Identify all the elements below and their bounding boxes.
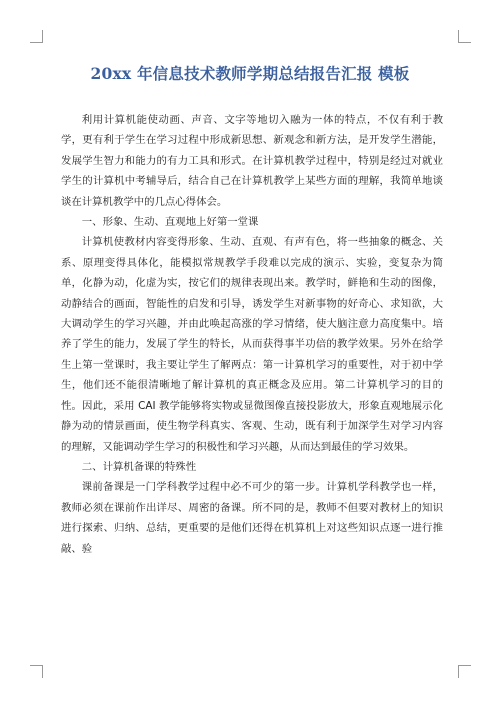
document-title: 20xx 年信息技术教师学期总结报告汇报 模板 (90, 64, 410, 83)
corner-mark-bottom-right (458, 665, 471, 678)
paragraph-section-2: 课前备课是一门学科教学过程中必不可少的第一步。计算机学科教学也一样，教师必须在课前作出详尽、周密的备课。所不同的是，教师不但要对教材上的知识进行探索、归纳、总结，更重要的是他们还得在机算机上对这些知识点逐一进行推敲、验 (61, 481, 443, 555)
corner-mark-bottom-left (30, 665, 43, 678)
section-heading-2: 二、计算机备课的特殊性 (81, 460, 197, 473)
section-heading-1: 一、形象、生动、直观地上好第一堂课 (81, 216, 259, 229)
paragraph-intro: 利用计算机能使动画、声音、文字等地切入融为一体的特点，不仅有利于教学，更有利于学生在学习过程中形成新思想、新观念和新方法，是开发学生潜能，发展学生智力和能力的有力工具和形式。在计算机教学过程中，特别是经过对就业学生的计算机中考辅导后，结合自己在计算机教学上某些方面的理解，我简单地谈谈在计算机教学中的几点心得体会。 (61, 114, 443, 208)
document-body (61, 110, 443, 559)
corner-mark-top-left (30, 30, 43, 43)
paragraph-section-1: 计算机使教材内容变得形象、生动、直观、有声有色，将一些抽象的概念、关系、原理变得具体化，能模拟常规教学手段难以完成的演示、实验，变复杂为简单，化静为动，化虚为实，按它们的规律表现出来。教学时，鲜艳和生动的图像，动静结合的画面，智能性的启发和引导，诱发学生对新事物的好奇心、求知欲，大大调动学生的学习兴趣，并由此唤起高涨的学习情绪，使大脑注意力高度集中。培养了学生的能力，发展了学生的特长，从而获得事半功倍的教学效果。另外在给学生上第一堂课时，我主要让学生了解两点：第一计算机学习的重要性，对于初中学生，他们还不能很清晰地了解计算机的真正概念及应用。第二计算机学习的目的性。因此，采用 CAI 教学能够将实物或显微图像直接投影放大，形象直观地展示化静为动的情景画面，使生物学科真实、客观、生动，既有利于加深学生对学习内容的理解，又能调动学生学习的积极性和学习兴趣，从而达到最佳的学习效果。 (61, 236, 443, 453)
corner-mark-top-right (458, 30, 471, 43)
